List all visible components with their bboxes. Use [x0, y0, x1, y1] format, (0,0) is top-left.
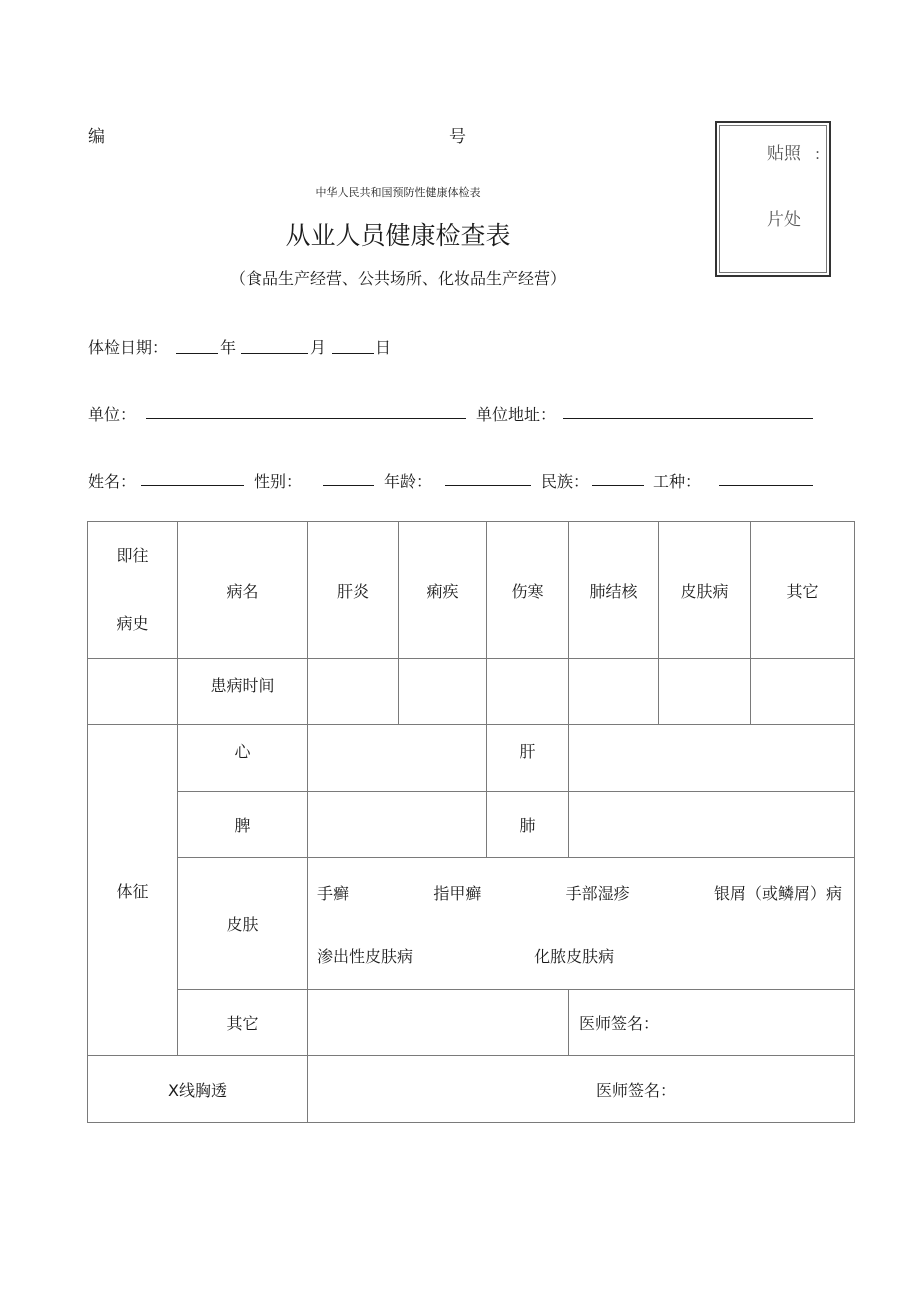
xray-label: X线胸透 [88, 1056, 308, 1123]
photo-label-line2: 片处 [767, 210, 801, 230]
lung-label: 肺 [487, 792, 569, 858]
skin-conditions-line1 [317, 881, 854, 904]
spleen-lung-row [88, 792, 855, 858]
disease-hepatitis: 肝炎 [308, 522, 399, 659]
age-label: 年龄： [384, 472, 433, 491]
month-label: 月 [310, 338, 327, 357]
other-signs-row [88, 990, 855, 1056]
liver-result-cell[interactable] [569, 725, 855, 792]
unit-label: 单位： [88, 405, 137, 424]
heart-liver-row [88, 725, 855, 792]
other-signs-cell[interactable] [308, 990, 569, 1056]
skin-disease-time-cell[interactable] [659, 659, 751, 725]
disease-skin: 皮肤病 [659, 522, 751, 659]
day-label: 日 [375, 338, 392, 357]
photo-label-line1: 贴照 [767, 144, 801, 164]
skin-item-exudative: 渗出性皮肤病 [317, 946, 414, 966]
signs-label: 体征 [88, 725, 178, 1056]
gender-field[interactable] [323, 485, 374, 486]
disease-typhoid: 伤寒 [487, 522, 569, 659]
skin-item-hand-tinea: 手癣 [317, 883, 350, 903]
xray-row [88, 1056, 855, 1123]
medical-history-label [88, 522, 178, 659]
skin-item-psoriasis: 银屑（或鳞屑）病 [713, 883, 842, 903]
spleen-result-cell[interactable] [308, 792, 487, 858]
skin-item-nail-tinea: 指甲癣 [433, 883, 482, 903]
name-label: 姓名： [88, 472, 137, 491]
skin-conditions-line2 [317, 944, 854, 967]
serial-number-suffix: 号 [449, 127, 466, 147]
medical-history-label-line2: 病史 [116, 614, 149, 633]
skin-row [88, 858, 855, 990]
other-signs-label: 其它 [178, 990, 308, 1056]
disease-history-header-row [88, 522, 855, 659]
xray-doctor-signature: 医师签名： [595, 1080, 676, 1100]
job-label: 工种： [653, 472, 702, 491]
hepatitis-time-cell[interactable] [308, 659, 399, 725]
disease-tuberculosis: 肺结核 [569, 522, 659, 659]
lung-result-cell[interactable] [569, 792, 855, 858]
age-field[interactable] [445, 485, 531, 486]
photo-label-colon: : [815, 145, 821, 163]
typhoid-time-cell[interactable] [487, 659, 569, 725]
illness-time-row [88, 659, 855, 725]
exam-year-field[interactable] [176, 353, 218, 354]
disease-name-header: 病名 [178, 522, 308, 659]
signs-doctor-signature[interactable]: 医师签名： [569, 990, 855, 1056]
exam-date-label: 体检日期： [88, 338, 169, 357]
dysentery-time-cell[interactable] [399, 659, 487, 725]
tuberculosis-time-cell[interactable] [569, 659, 659, 725]
gender-label: 性别： [254, 472, 303, 491]
skin-label: 皮肤 [178, 858, 308, 990]
skin-item-hand-eczema: 手部湿疹 [565, 883, 630, 903]
heart-result-cell[interactable] [308, 725, 487, 792]
address-field[interactable] [563, 418, 813, 419]
form-subtitle: 中华人民共和国预防性健康体检表 [315, 186, 481, 199]
disease-other: 其它 [751, 522, 855, 659]
illness-time-spacer [88, 659, 178, 725]
exam-day-field[interactable] [332, 353, 374, 354]
health-exam-table [87, 521, 855, 1123]
spleen-label: 脾 [178, 792, 308, 858]
skin-item-purulent: 化脓皮肤病 [534, 946, 615, 966]
disease-dysentery: 痢疾 [399, 522, 487, 659]
skin-conditions-cell[interactable] [308, 858, 855, 990]
other-disease-time-cell[interactable] [751, 659, 855, 725]
xray-result-cell[interactable] [308, 1056, 855, 1123]
heart-label: 心 [178, 725, 308, 792]
address-label: 单位地址： [476, 405, 557, 424]
illness-time-label: 患病时间 [178, 659, 308, 725]
medical-history-label-line1: 即往 [116, 546, 149, 565]
unit-field[interactable] [146, 418, 466, 419]
exam-month-field[interactable] [241, 353, 308, 354]
form-scope: （食品生产经营、公共场所、化妆品生产经营） [229, 269, 566, 288]
name-field[interactable] [141, 485, 244, 486]
ethnicity-field[interactable] [592, 485, 644, 486]
serial-number-label: 编 [88, 127, 105, 147]
liver-label: 肝 [487, 725, 569, 792]
job-field[interactable] [719, 485, 813, 486]
year-label: 年 [220, 338, 237, 357]
ethnicity-label: 民族： [541, 472, 590, 491]
form-title: 从业人员健康检查表 [285, 221, 511, 250]
